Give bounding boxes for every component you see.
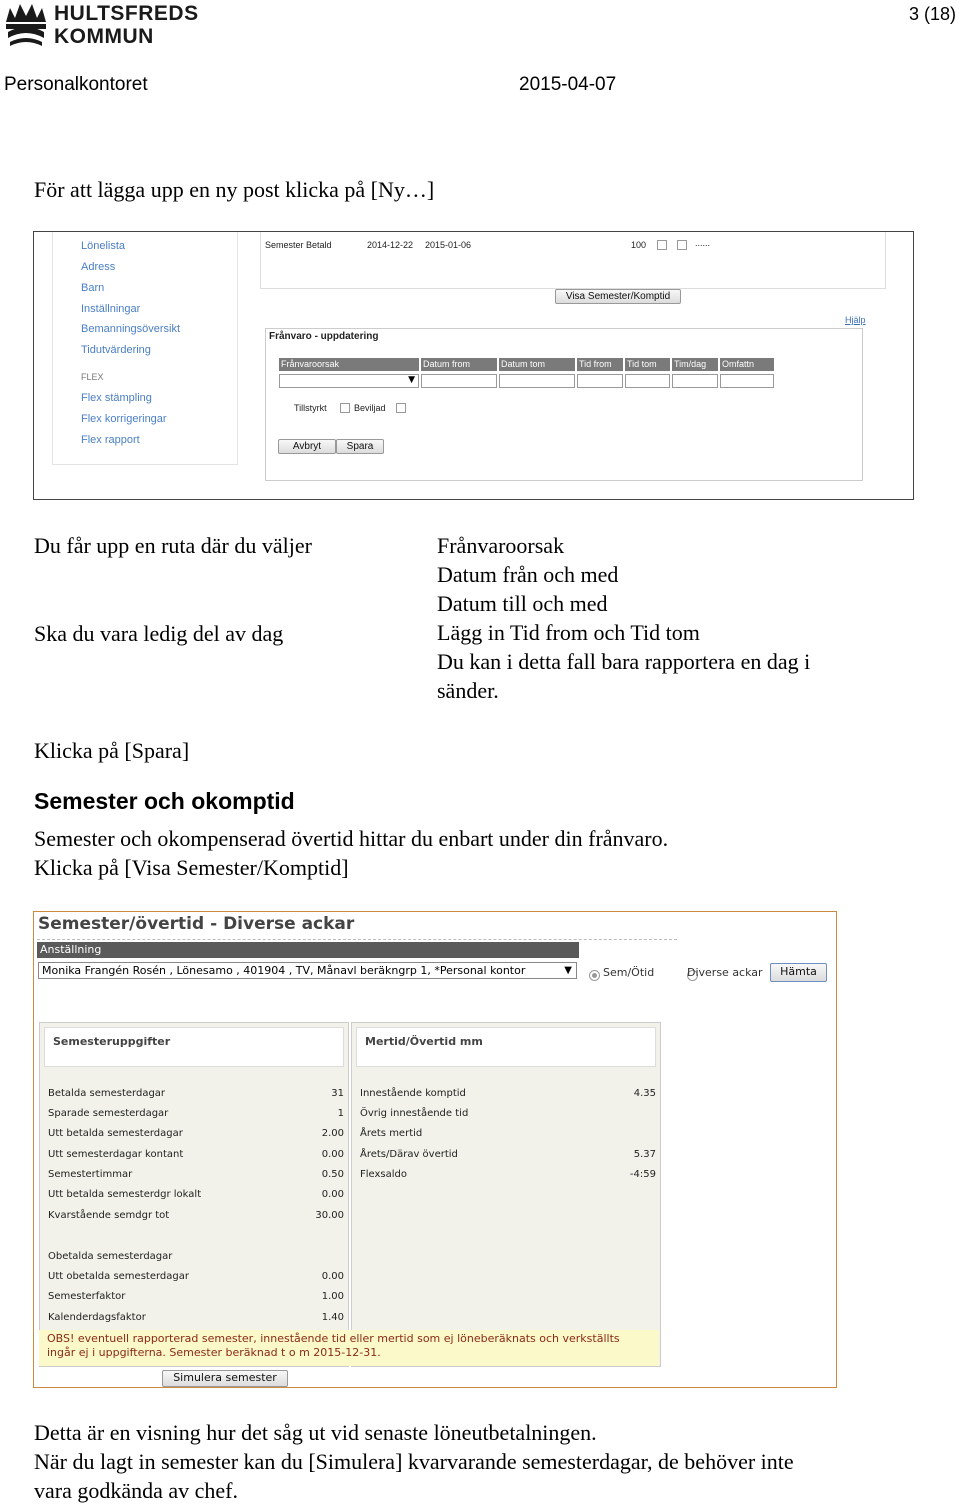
- employment-label: Anställning: [37, 942, 579, 958]
- table-row: [48, 1207, 344, 1224]
- row-label: Semesterfaktor: [48, 1288, 125, 1305]
- row-label: Övrig innestående tid: [360, 1105, 468, 1122]
- row-more: ......: [695, 238, 711, 248]
- instruction-right-line: Datum till och med: [437, 591, 608, 616]
- row-from: 2014-12-22: [367, 240, 414, 250]
- nav-item-tidutvardering[interactable]: Tidutvärdering: [81, 344, 151, 356]
- row-label: Obetalda semesterdagar: [48, 1248, 172, 1265]
- fetch-button[interactable]: Hämta: [770, 963, 827, 982]
- row-to: 2015-01-06: [425, 240, 472, 250]
- row-label: Utt obetalda semesterdagar: [48, 1268, 189, 1285]
- table-row: [48, 1186, 344, 1203]
- table-row: [360, 1085, 656, 1102]
- row-label: Utt betalda semesterdagar: [48, 1125, 183, 1142]
- table-row: [360, 1125, 656, 1142]
- row-label: Årets mertid: [360, 1125, 422, 1142]
- row-value: -4:59: [629, 1169, 656, 1180]
- row-label: Sparade semesterdagar: [48, 1105, 168, 1122]
- vacation-overview-screenshot: [33, 911, 837, 1388]
- nav-item-flex-korrigeringar[interactable]: Flex korrigeringar: [81, 413, 167, 425]
- nav-item-bemanning[interactable]: Bemanningsöversikt: [81, 323, 181, 335]
- row-label: Betalda semesterdagar: [48, 1085, 165, 1102]
- row-value: 0.00: [321, 1271, 344, 1282]
- instruction-right-line: Du kan i detta fall bara rapportera en dag i: [437, 649, 811, 674]
- employment-select[interactable]: [38, 962, 577, 979]
- footer-line-3: vara godkända av chef.: [34, 1478, 239, 1503]
- row-label: Årets/Därav övertid: [360, 1146, 458, 1163]
- chevron-down-icon: ▼: [564, 965, 572, 976]
- row-label: Innestående komptid: [360, 1085, 466, 1102]
- tillstyrkt-label: Tillstyrkt: [294, 403, 327, 413]
- instruction-right-line: Frånvaroorsak: [437, 533, 565, 558]
- row-type: Semester Betald: [265, 240, 332, 250]
- mertid-panel-title: Mertid/Övertid mm: [356, 1027, 656, 1067]
- nav-item-adress[interactable]: Adress: [81, 261, 116, 273]
- datum-tom-input[interactable]: [499, 374, 575, 388]
- row-value: 1.00: [321, 1291, 344, 1302]
- intro-text: För att lägga upp en ny post klicka på [Ny…]: [34, 177, 435, 202]
- page-number: 3 (18): [908, 4, 956, 24]
- section-line-2: Klicka på [Visa Semester/Komptid]: [34, 855, 349, 880]
- absence-form-screenshot: [33, 231, 914, 500]
- row-pct: 100: [631, 240, 647, 250]
- title-divider: [37, 939, 677, 941]
- row-label: Utt semesterdagar kontant: [48, 1146, 183, 1163]
- employment-value: Monika Frangén Rosén , Lönesamo , 401904 , TV, Månavl beräkngrp 1, *Personal kontor: [42, 964, 526, 977]
- document-date: 2015-04-07: [519, 74, 617, 95]
- radio-diverse-label: Diverse ackar: [687, 966, 763, 979]
- logo-text-line1: HULTSFREDS: [54, 2, 199, 25]
- logo-text-line2: KOMMUN: [54, 25, 154, 48]
- absence-list: [260, 232, 886, 289]
- tid-from-input[interactable]: [577, 374, 623, 388]
- nav-section-flex: FLEX: [81, 372, 104, 382]
- cancel-button[interactable]: Avbryt: [278, 439, 336, 454]
- simulate-button[interactable]: Simulera semester: [162, 1370, 288, 1387]
- table-row: [48, 1248, 344, 1265]
- section-line-1: Semester och okompenserad övertid hittar du enbart under din frånvaro.: [34, 826, 669, 851]
- table-row: [48, 1268, 344, 1285]
- table-row: [48, 1166, 344, 1183]
- row-check-2[interactable]: [677, 240, 687, 250]
- datum-from-input[interactable]: [421, 374, 497, 388]
- tillstyrkt-checkbox[interactable]: [340, 403, 350, 413]
- nav-item-installningar[interactable]: Inställningar: [81, 303, 141, 315]
- instruction-click-save: Klicka på [Spara]: [34, 738, 190, 763]
- beviljad-label: Beviljad: [354, 403, 386, 413]
- row-label: Semestertimmar: [48, 1166, 132, 1183]
- visa-semester-button[interactable]: Visa Semester/Komptid: [555, 289, 681, 304]
- mertid-panel: [351, 1022, 661, 1367]
- instruction-right-line: Lägg in Tid from och Tid tom: [437, 620, 700, 645]
- table-row: [48, 1146, 344, 1163]
- col-datum-from: Datum from: [421, 358, 497, 371]
- nav-item-flex-rapport[interactable]: Flex rapport: [81, 434, 140, 446]
- row-value: 30.00: [315, 1210, 344, 1221]
- form-title: Frånvaro - uppdatering: [269, 331, 379, 342]
- col-omfattn: Omfattn: [720, 358, 774, 371]
- row-value: 1: [337, 1108, 344, 1119]
- department: Personalkontoret: [4, 74, 148, 95]
- instruction-left-2: Ska du vara ledig del av dag: [34, 621, 284, 646]
- radio-sem-otid-label: Sem/Ötid: [603, 966, 655, 979]
- row-value: 4.35: [633, 1088, 656, 1099]
- nav-item-flex-stampling[interactable]: Flex stämpling: [81, 392, 152, 404]
- window-title: Semester/övertid - Diverse ackar: [38, 914, 355, 934]
- row-label: Flexsaldo: [360, 1166, 407, 1183]
- col-tid-tom: Tid tom: [625, 358, 670, 371]
- table-row: [48, 1288, 344, 1305]
- beviljad-checkbox[interactable]: [396, 403, 406, 413]
- help-link[interactable]: Hjälp: [845, 315, 866, 325]
- instruction-right-line: Datum från och med: [437, 562, 619, 587]
- sidebar-nav: [52, 232, 238, 465]
- tim-dag-input[interactable]: [672, 374, 718, 388]
- table-row: [48, 1309, 344, 1326]
- col-tim-dag: Tim/dag: [672, 358, 718, 371]
- franvaroorsak-select[interactable]: [279, 374, 419, 388]
- row-value: 0.00: [321, 1189, 344, 1200]
- row-value: 1.40: [321, 1312, 344, 1323]
- table-row: [360, 1146, 656, 1163]
- footer-line-2: När du lagt in semester kan du [Simulera] kvarvarande semesterdagar, de behöver inte: [34, 1449, 794, 1474]
- col-tid-from: Tid from: [577, 358, 623, 371]
- crown-emblem-icon: [4, 2, 48, 48]
- instruction-right-list: [437, 531, 907, 705]
- row-check-1[interactable]: [657, 240, 667, 250]
- col-franvaroorsak: Frånvaroorsak: [279, 358, 419, 371]
- table-row: [360, 1105, 656, 1122]
- radio-sem-otid[interactable]: [589, 970, 600, 981]
- semester-panel-title: Semesteruppgifter: [44, 1027, 344, 1067]
- table-row: [48, 1125, 344, 1142]
- row-value: 2.00: [321, 1128, 344, 1139]
- row-value: 31: [331, 1088, 344, 1099]
- tid-tom-input[interactable]: [625, 374, 670, 388]
- chevron-down-icon: ▼: [408, 375, 415, 385]
- table-row: [48, 1085, 344, 1102]
- table-row: [48, 1105, 344, 1122]
- row-label: Utt betalda semesterdgr lokalt: [48, 1186, 201, 1203]
- section-heading: Semester och okomptid: [34, 788, 295, 814]
- hultsfred-logo: [4, 2, 204, 50]
- row-label: Kalenderdagsfaktor: [48, 1309, 146, 1326]
- nav-item-barn[interactable]: Barn: [81, 282, 105, 294]
- omfattn-input[interactable]: [720, 374, 774, 388]
- row-value: 0.00: [321, 1149, 344, 1160]
- semester-panel: [39, 1022, 349, 1367]
- row-value: 5.37: [633, 1149, 656, 1160]
- nav-item-lonelista[interactable]: Lönelista: [81, 240, 126, 252]
- notice-box: OBS! eventuell rapporterad semester, innestående tid eller mertid som ej löneberäknats och verkställts ingår ej i uppgifterna. Semester beräknad t o m 2015-12-31.: [39, 1330, 659, 1366]
- save-button[interactable]: Spara: [336, 439, 384, 454]
- row-label: Kvarstående semdgr tot: [48, 1207, 169, 1224]
- instruction-left-1: Du får upp en ruta där du väljer: [34, 533, 312, 558]
- instruction-right-line: sänder.: [437, 678, 499, 703]
- footer-line-1: Detta är en visning hur det såg ut vid senaste löneutbetalningen.: [34, 1420, 597, 1445]
- table-row: [360, 1166, 656, 1183]
- row-value: 0.50: [321, 1169, 344, 1180]
- col-datum-tom: Datum tom: [499, 358, 575, 371]
